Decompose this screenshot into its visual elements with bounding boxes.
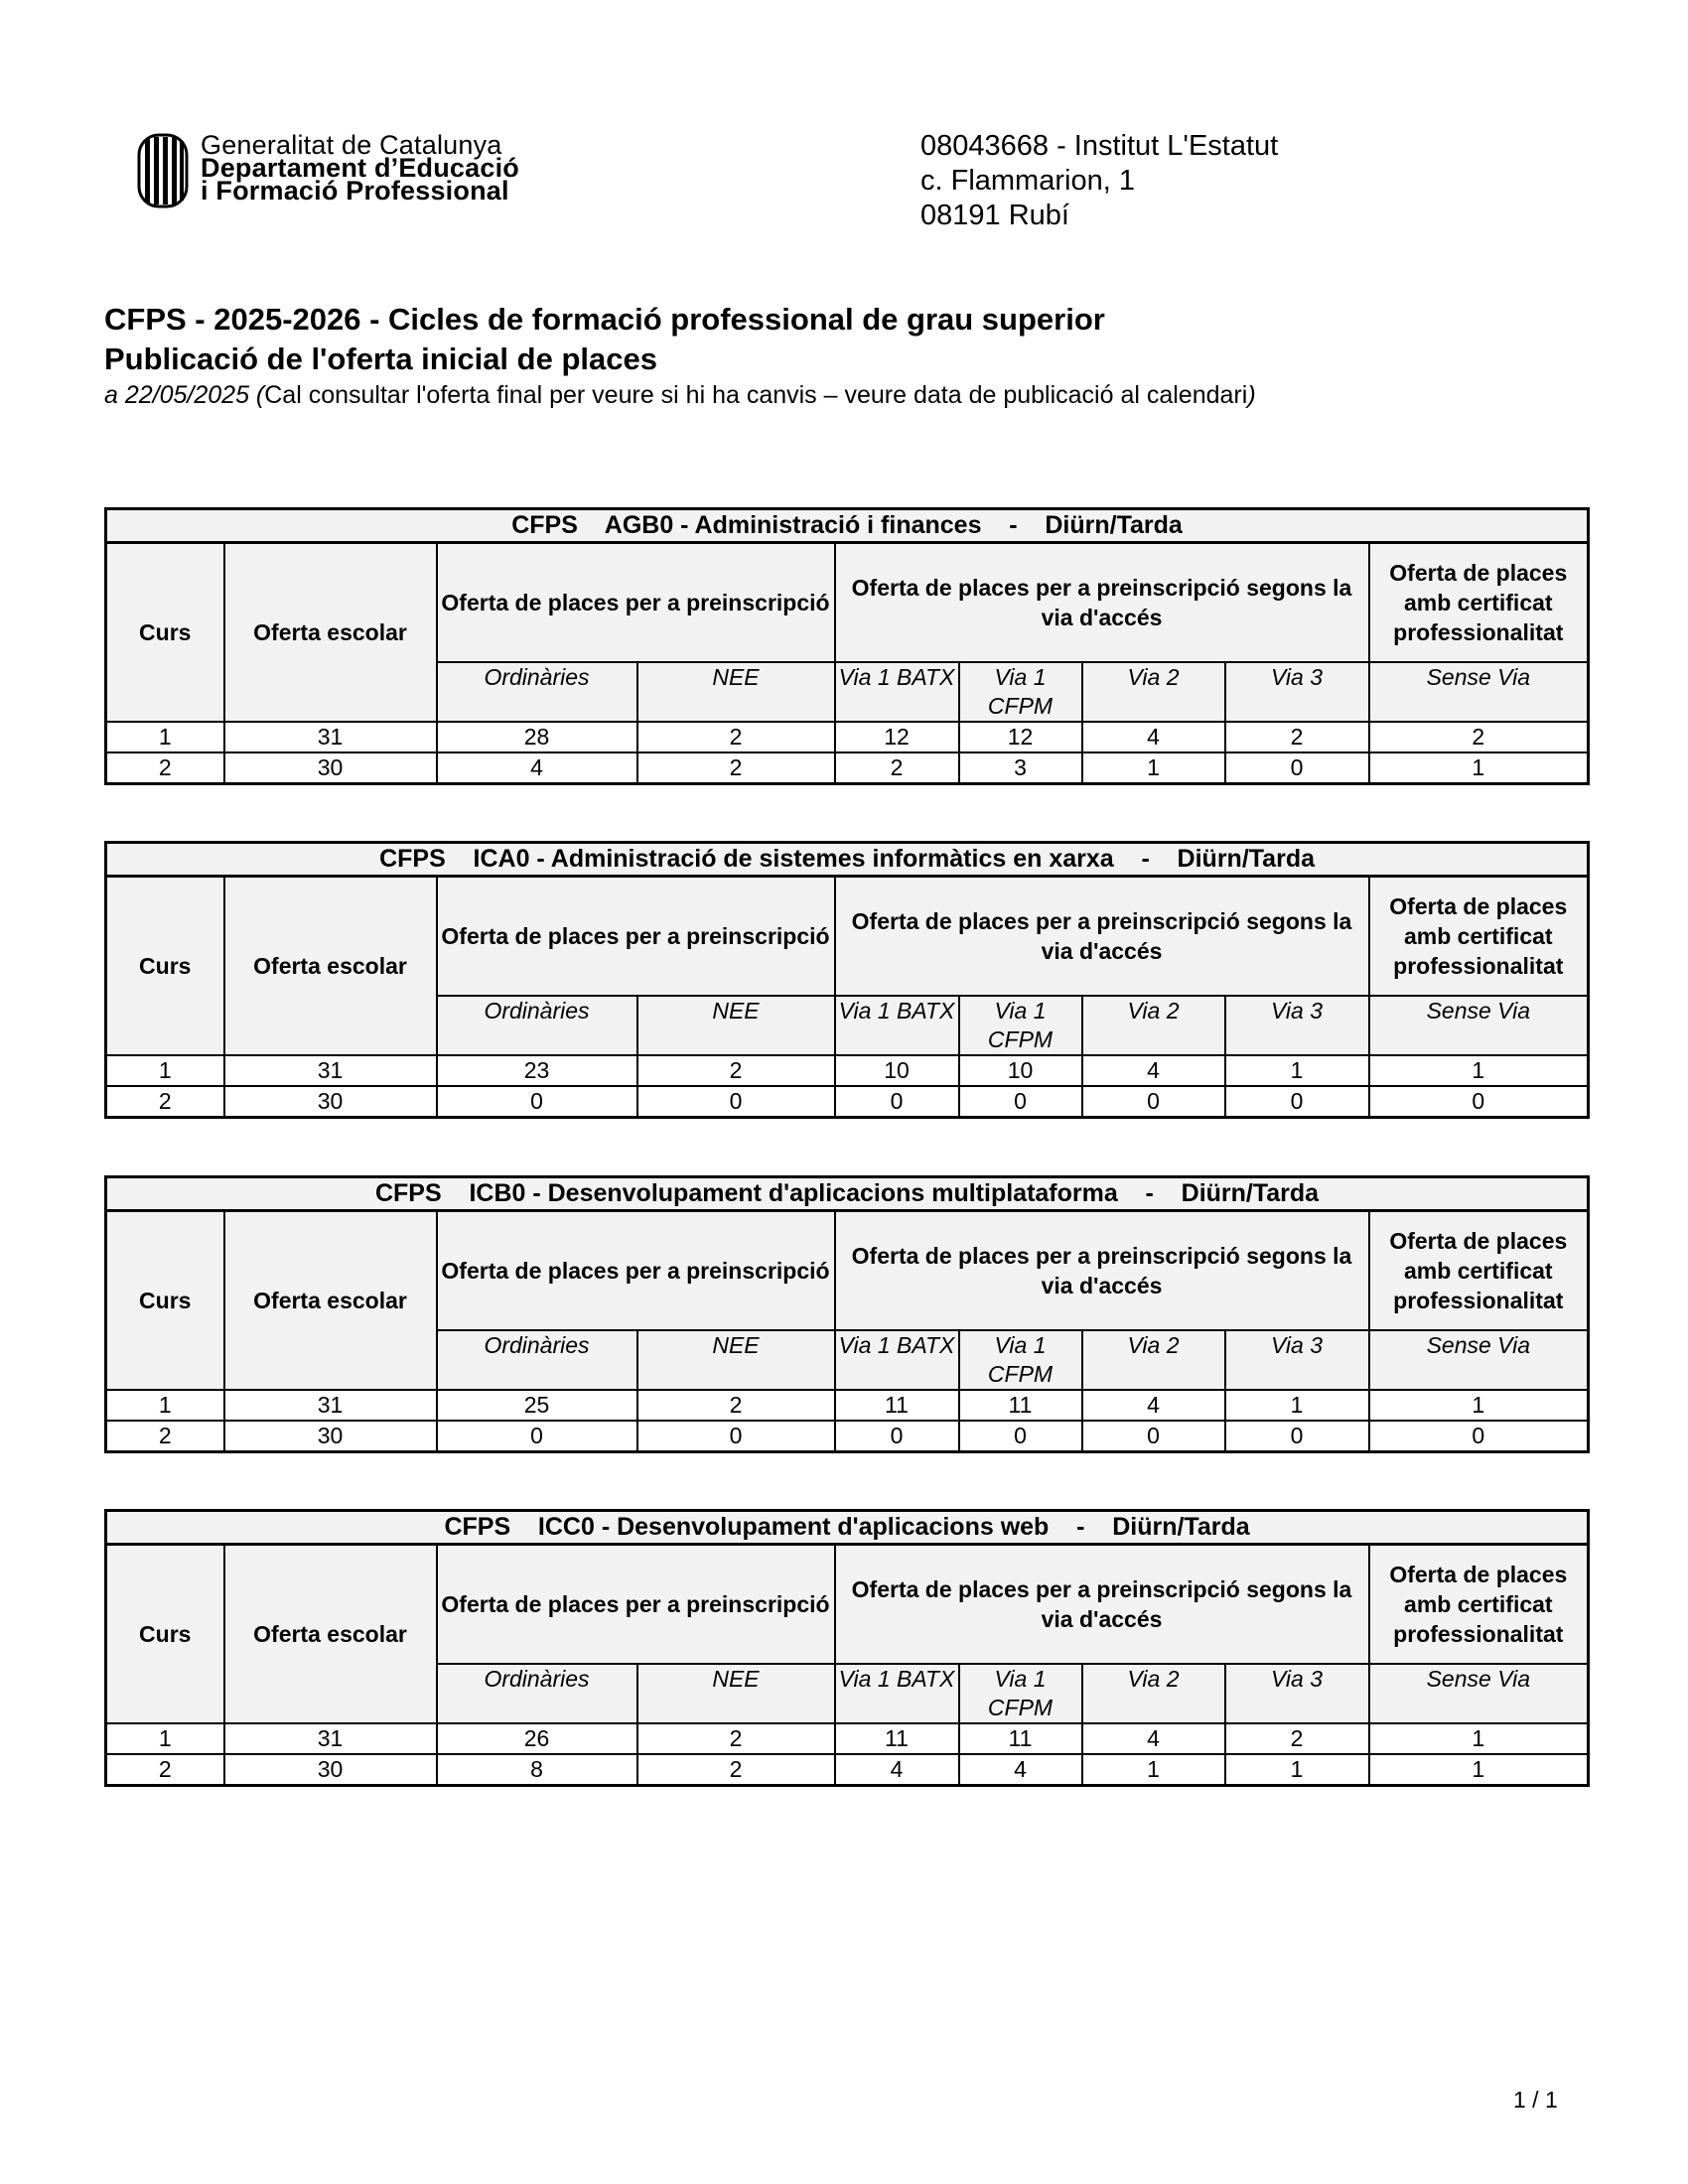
cell-oferta-escolar: 30 — [224, 1421, 437, 1452]
table-row — [106, 722, 1589, 752]
cell-oferta-escolar: 30 — [224, 1086, 437, 1118]
cell-curs: 2 — [106, 1086, 224, 1118]
publication-note-close: ) — [1247, 381, 1256, 409]
subheader-ordinaries: Ordinàries — [437, 996, 637, 1055]
cell-sense-via: 0 — [1369, 1086, 1589, 1118]
cell-via1-batx: 10 — [835, 1055, 959, 1086]
col-header-oferta-escolar: Oferta escolar — [224, 543, 437, 723]
cell-oferta-escolar: 30 — [224, 1754, 437, 1786]
cell-via2: 0 — [1082, 1086, 1225, 1118]
offer-table — [104, 507, 1590, 785]
cell-sense-via: 1 — [1369, 1723, 1589, 1754]
subheader-via3: Via 3 — [1225, 1330, 1369, 1390]
cell-curs: 2 — [106, 752, 224, 784]
cell-ordinaries: 0 — [437, 1086, 637, 1118]
cell-sense-via: 0 — [1369, 1421, 1589, 1452]
cell-via2: 4 — [1082, 722, 1225, 752]
table-row — [106, 1754, 1589, 1786]
subheader-via1-batx: Via 1 BATX — [835, 662, 959, 722]
subheader-via1-cfpm: Via 1 CFPM — [959, 662, 1082, 722]
cell-via3: 2 — [1225, 722, 1369, 752]
cell-nee: 2 — [637, 1723, 835, 1754]
cell-via2: 4 — [1082, 1055, 1225, 1086]
publication-note-text: Cal consultar l'oferta final per veure si hi ha canvis – veure data de publicació al calendari — [264, 381, 1248, 409]
col-header-via-acces: Oferta de places per a preinscripció segons la via d'accés — [835, 1211, 1369, 1331]
subheader-sense-via: Sense Via — [1369, 662, 1589, 722]
cell-via1-cfpm: 3 — [959, 752, 1082, 784]
cell-curs: 2 — [106, 1421, 224, 1452]
publication-date: a 22/05/2025 ( — [104, 381, 265, 409]
subheader-via3: Via 3 — [1225, 1664, 1369, 1723]
cell-via3: 2 — [1225, 1723, 1369, 1754]
cell-curs: 1 — [106, 1723, 224, 1754]
subheader-ordinaries: Ordinàries — [437, 1664, 637, 1723]
cell-via1-cfpm: 0 — [959, 1421, 1082, 1452]
col-header-preinscripcio: Oferta de places per a preinscripció — [437, 543, 835, 663]
col-header-curs: Curs — [106, 1545, 224, 1724]
document-titles — [104, 300, 1256, 411]
cell-sense-via: 1 — [1369, 1754, 1589, 1786]
cell-nee: 2 — [637, 1055, 835, 1086]
table-caption: CFPS ICA0 - Administració de sistemes informàtics en xarxa - Diürn/Tarda — [106, 843, 1589, 877]
cell-via1-cfpm: 0 — [959, 1086, 1082, 1118]
cell-sense-via: 1 — [1369, 752, 1589, 784]
subheader-sense-via: Sense Via — [1369, 1664, 1589, 1723]
generalitat-emblem-icon — [137, 133, 189, 208]
cell-via3: 0 — [1225, 1086, 1369, 1118]
cell-via1-batx: 4 — [835, 1754, 959, 1786]
cell-via3: 0 — [1225, 752, 1369, 784]
col-header-curs: Curs — [106, 877, 224, 1056]
cell-via1-batx: 0 — [835, 1086, 959, 1118]
cell-via1-cfpm: 4 — [959, 1754, 1082, 1786]
col-header-oferta-escolar: Oferta escolar — [224, 1545, 437, 1724]
cell-sense-via: 2 — [1369, 722, 1589, 752]
subheader-via2: Via 2 — [1082, 996, 1225, 1055]
cell-via3: 0 — [1225, 1421, 1369, 1452]
subheader-via1-cfpm: Via 1 CFPM — [959, 996, 1082, 1055]
col-header-preinscripcio: Oferta de places per a preinscripció — [437, 1211, 835, 1331]
table-row — [106, 1421, 1589, 1452]
col-header-certificat: Oferta de places amb certificat professionalitat — [1369, 1211, 1589, 1331]
subheader-sense-via: Sense Via — [1369, 1330, 1589, 1390]
cell-via2: 1 — [1082, 1754, 1225, 1786]
cell-via3: 1 — [1225, 1055, 1369, 1086]
col-header-preinscripcio: Oferta de places per a preinscripció — [437, 1545, 835, 1665]
col-header-oferta-escolar: Oferta escolar — [224, 877, 437, 1056]
address-line-1: 08043668 - Institut L'Estatut — [920, 130, 1279, 162]
subheader-via1-batx: Via 1 BATX — [835, 1664, 959, 1723]
subheader-via2: Via 2 — [1082, 1664, 1225, 1723]
document-subtitle: Publicació de l'oferta inicial de places — [104, 341, 657, 376]
table-caption: CFPS ICC0 - Desenvolupament d'aplicacions web - Diürn/Tarda — [106, 1511, 1589, 1545]
cell-ordinaries: 0 — [437, 1421, 637, 1452]
col-header-via-acces: Oferta de places per a preinscripció segons la via d'accés — [835, 877, 1369, 997]
cell-via2: 1 — [1082, 752, 1225, 784]
cell-oferta-escolar: 31 — [224, 1390, 437, 1421]
cell-via3: 1 — [1225, 1754, 1369, 1786]
cell-curs: 1 — [106, 722, 224, 752]
subheader-nee: NEE — [637, 662, 835, 722]
cell-nee: 0 — [637, 1086, 835, 1118]
subheader-nee: NEE — [637, 996, 835, 1055]
cell-via2: 0 — [1082, 1421, 1225, 1452]
cell-nee: 2 — [637, 752, 835, 784]
cell-via3: 1 — [1225, 1390, 1369, 1421]
generalitat-logo — [137, 130, 519, 208]
subheader-nee: NEE — [637, 1664, 835, 1723]
col-header-oferta-escolar: Oferta escolar — [224, 1211, 437, 1391]
cell-curs: 1 — [106, 1390, 224, 1421]
table-row — [106, 1723, 1589, 1754]
subheader-via2: Via 2 — [1082, 662, 1225, 722]
subheader-via3: Via 3 — [1225, 996, 1369, 1055]
logo-line-1: Generalitat de Catalunya — [201, 130, 502, 160]
subheader-via3: Via 3 — [1225, 662, 1369, 722]
cell-ordinaries: 23 — [437, 1055, 637, 1086]
col-header-certificat: Oferta de places amb certificat professionalitat — [1369, 543, 1589, 663]
subheader-ordinaries: Ordinàries — [437, 662, 637, 722]
cell-nee: 2 — [637, 1754, 835, 1786]
cell-via2: 4 — [1082, 1723, 1225, 1754]
subheader-ordinaries: Ordinàries — [437, 1330, 637, 1390]
cell-oferta-escolar: 31 — [224, 1723, 437, 1754]
logo-line-2: Departament d’Educació — [201, 153, 519, 183]
address-line-2: c. Flammarion, 1 — [920, 165, 1135, 197]
cell-via1-cfpm: 11 — [959, 1723, 1082, 1754]
table-row — [106, 1086, 1589, 1118]
offer-table — [104, 1175, 1590, 1453]
cell-sense-via: 1 — [1369, 1055, 1589, 1086]
publication-note — [104, 379, 1256, 411]
cell-curs: 2 — [106, 1754, 224, 1786]
col-header-certificat: Oferta de places amb certificat professionalitat — [1369, 1545, 1589, 1665]
table-caption: CFPS AGB0 - Administració i finances - Diürn/Tarda — [106, 509, 1589, 543]
subheader-via1-batx: Via 1 BATX — [835, 996, 959, 1055]
subheader-sense-via: Sense Via — [1369, 996, 1589, 1055]
cell-via1-batx: 11 — [835, 1723, 959, 1754]
subheader-via1-cfpm: Via 1 CFPM — [959, 1330, 1082, 1390]
offer-table — [104, 1509, 1590, 1787]
subheader-via2: Via 2 — [1082, 1330, 1225, 1390]
page-number: 1 / 1 — [1513, 2087, 1558, 2113]
cell-ordinaries: 8 — [437, 1754, 637, 1786]
address-line-3: 08191 Rubí — [920, 200, 1069, 231]
table-row — [106, 1055, 1589, 1086]
document-title: CFPS - 2025-2026 - Cicles de formació professional de grau superior — [104, 302, 1105, 337]
table-row — [106, 752, 1589, 784]
cell-ordinaries: 25 — [437, 1390, 637, 1421]
institution-address — [920, 129, 1278, 233]
cell-sense-via: 1 — [1369, 1390, 1589, 1421]
col-header-preinscripcio: Oferta de places per a preinscripció — [437, 877, 835, 997]
cell-curs: 1 — [106, 1055, 224, 1086]
cell-nee: 0 — [637, 1421, 835, 1452]
cell-oferta-escolar: 31 — [224, 1055, 437, 1086]
cell-via1-batx: 0 — [835, 1421, 959, 1452]
col-header-via-acces: Oferta de places per a preinscripció segons la via d'accés — [835, 1545, 1369, 1665]
cell-via1-batx: 12 — [835, 722, 959, 752]
col-header-curs: Curs — [106, 543, 224, 723]
col-header-via-acces: Oferta de places per a preinscripció segons la via d'accés — [835, 543, 1369, 663]
subheader-nee: NEE — [637, 1330, 835, 1390]
cell-via2: 4 — [1082, 1390, 1225, 1421]
cell-ordinaries: 28 — [437, 722, 637, 752]
logo-text — [201, 130, 519, 205]
subheader-via1-cfpm: Via 1 CFPM — [959, 1664, 1082, 1723]
subheader-via1-batx: Via 1 BATX — [835, 1330, 959, 1390]
cell-oferta-escolar: 30 — [224, 752, 437, 784]
offer-table — [104, 841, 1590, 1119]
table-caption: CFPS ICB0 - Desenvolupament d'aplicacions multiplataforma - Diürn/Tarda — [106, 1177, 1589, 1211]
col-header-curs: Curs — [106, 1211, 224, 1391]
cell-oferta-escolar: 31 — [224, 722, 437, 752]
table-row — [106, 1390, 1589, 1421]
cell-ordinaries: 26 — [437, 1723, 637, 1754]
cell-nee: 2 — [637, 1390, 835, 1421]
cell-nee: 2 — [637, 722, 835, 752]
cell-via1-cfpm: 12 — [959, 722, 1082, 752]
cell-ordinaries: 4 — [437, 752, 637, 784]
col-header-certificat: Oferta de places amb certificat professionalitat — [1369, 877, 1589, 997]
cell-via1-cfpm: 11 — [959, 1390, 1082, 1421]
cell-via1-cfpm: 10 — [959, 1055, 1082, 1086]
logo-line-3: i Formació Professional — [201, 176, 509, 205]
cell-via1-batx: 2 — [835, 752, 959, 784]
cell-via1-batx: 11 — [835, 1390, 959, 1421]
